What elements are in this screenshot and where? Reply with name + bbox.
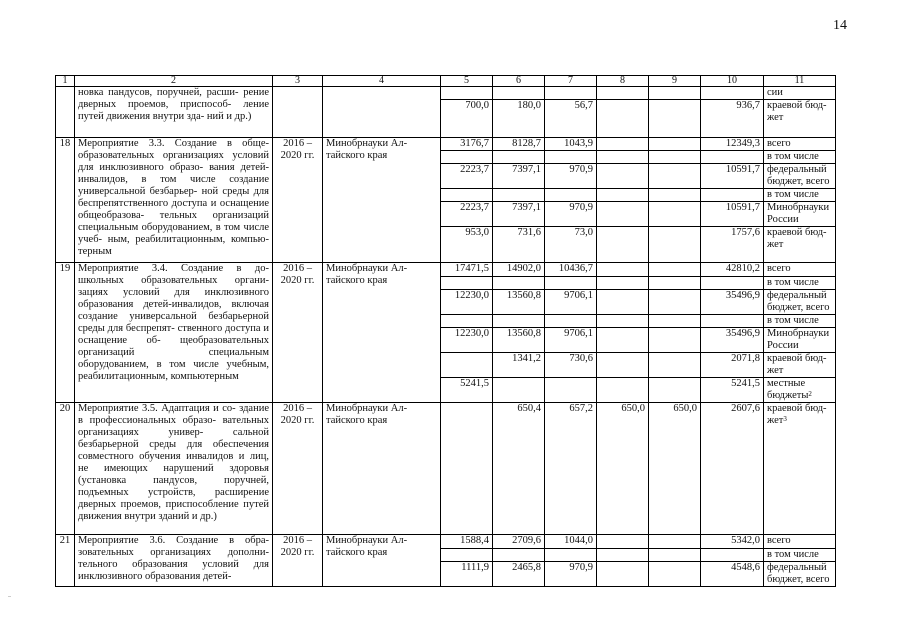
value-cell: 13560,8 [493, 328, 545, 353]
value-cell [493, 549, 545, 562]
funding-source [764, 353, 836, 378]
period-cell: 2016 – 2020 гг. [273, 263, 323, 403]
value-cell [441, 315, 493, 328]
value-cell [597, 277, 649, 290]
column-number: 2 [75, 76, 273, 87]
value-cell [597, 290, 649, 315]
column-number: 1 [56, 76, 75, 87]
value-cell [493, 378, 545, 403]
period-cell: 2016 – 2020 гг. [273, 138, 323, 263]
total-cell [701, 549, 764, 562]
column-number: 5 [441, 76, 493, 87]
column-number: 7 [545, 76, 597, 87]
total-cell: 936,7 [701, 100, 764, 138]
funding-source-label: всего [767, 138, 791, 149]
period-cell: 2016 – 2020 гг. [273, 535, 323, 587]
footnote-marker: 3 [783, 415, 787, 423]
total-cell [701, 189, 764, 202]
total-cell [701, 151, 764, 164]
value-cell [649, 263, 701, 277]
value-cell [597, 227, 649, 263]
value-cell: 12230,0 [441, 290, 493, 315]
executor-cell: Минобрнауки Ал- тайского края [323, 138, 441, 263]
value-cell: 9706,1 [545, 328, 597, 353]
value-cell [649, 562, 701, 587]
column-number: 11 [764, 76, 836, 87]
value-cell: 650,0 [649, 403, 701, 535]
value-cell [545, 151, 597, 164]
table-row [56, 403, 836, 535]
executor-cell: Минобрнауки Ал- тайского края [323, 263, 441, 403]
total-cell: 2607,6 [701, 403, 764, 535]
value-cell: 7397,1 [493, 202, 545, 227]
value-cell: 1341,2 [493, 353, 545, 378]
value-cell [441, 403, 493, 535]
value-cell [493, 151, 545, 164]
value-cell: 5241,5 [441, 378, 493, 403]
funding-source-label: краевой бюд- жет [767, 227, 827, 250]
value-cell: 700,0 [441, 100, 493, 138]
value-cell: 14902,0 [493, 263, 545, 277]
table-row [56, 535, 836, 549]
total-cell: 42810,2 [701, 263, 764, 277]
table-row [56, 87, 836, 100]
executor-cell: Минобрнауки Ал- тайского края [323, 403, 441, 535]
funding-source [764, 151, 836, 164]
value-cell [597, 378, 649, 403]
value-cell: 2709,6 [493, 535, 545, 549]
total-cell: 2071,8 [701, 353, 764, 378]
value-cell [441, 353, 493, 378]
value-cell: 2465,8 [493, 562, 545, 587]
funding-source [764, 315, 836, 328]
item-number: 19 [56, 263, 75, 403]
column-number: 6 [493, 76, 545, 87]
funding-source [764, 328, 836, 353]
item-number: 20 [56, 403, 75, 535]
value-cell: 650,0 [597, 403, 649, 535]
period-cell: 2016 – 2020 гг. [273, 403, 323, 535]
funding-source [764, 202, 836, 227]
value-cell [649, 328, 701, 353]
funding-source-label: всего [767, 263, 791, 274]
value-cell [649, 227, 701, 263]
scan-speck [8, 596, 11, 597]
funding-source [764, 277, 836, 290]
executor-cell: Минобрнауки Ал- тайского края [323, 535, 441, 587]
total-cell: 1757,6 [701, 227, 764, 263]
value-cell [649, 378, 701, 403]
funding-source-label: в том числе [767, 151, 819, 162]
table-row [56, 138, 836, 151]
column-number: 8 [597, 76, 649, 87]
funding-source: сии [764, 87, 836, 100]
value-cell: 970,9 [545, 202, 597, 227]
funding-source: краевой бюд- жет [764, 100, 836, 138]
item-number: 18 [56, 138, 75, 263]
value-cell: 7397,1 [493, 164, 545, 189]
value-cell [649, 202, 701, 227]
column-number-row [56, 76, 836, 87]
items-body [56, 138, 836, 587]
value-cell [597, 549, 649, 562]
value-cell [493, 189, 545, 202]
value-cell [597, 562, 649, 587]
funding-source-label: краевой бюд- жет [767, 403, 827, 426]
funding-source [764, 189, 836, 202]
measure-description: Мероприятие 3.5. Адаптация и со- здание в профессиональных образо- вательных организациях универ- сальной безбарьерной среды для обеспечения совместного обучения инвалидов и лиц, не имеющих нарушений здоровья (установка пандусов, поручней, подъемных устройств, расширение дверных проемов, приспособление путей движения внутри зданий и др.) [75, 403, 273, 535]
value-cell [597, 315, 649, 328]
period-cell [273, 87, 323, 138]
total-cell: 5342,0 [701, 535, 764, 549]
value-cell [649, 549, 701, 562]
funding-source-label: Минобрнауки России [767, 328, 830, 351]
value-cell: 650,4 [493, 403, 545, 535]
value-cell [597, 138, 649, 151]
value-cell: 730,6 [545, 353, 597, 378]
funding-source-label: федеральный бюджет, всего [767, 164, 830, 187]
measure-description: Мероприятие 3.3. Создание в обще- образовательных организациях условий для инклюзивного образо- вания детей-инвалидов, в том числе создание универсальной безбарьер- ной среды для беспрепятственного доступа и оснащение общеобразова- тельных организаций специальным оборудованием, в том числе учеб- ным, реабилитационным, компью- терным [75, 138, 273, 263]
funding-source [764, 535, 836, 549]
value-cell [649, 138, 701, 151]
total-cell: 12349,3 [701, 138, 764, 151]
funding-source-label: краевой бюд- жет [767, 353, 827, 376]
value-cell [597, 353, 649, 378]
value-cell: 180,0 [493, 100, 545, 138]
value-cell: 1043,9 [545, 138, 597, 151]
value-cell [545, 189, 597, 202]
value-cell [441, 151, 493, 164]
total-cell: 10591,7 [701, 164, 764, 189]
funding-source [764, 263, 836, 277]
value-cell [649, 277, 701, 290]
total-cell: 5241,5 [701, 378, 764, 403]
value-cell [441, 277, 493, 290]
funding-source [764, 290, 836, 315]
value-cell: 2223,7 [441, 164, 493, 189]
value-cell: 9706,1 [545, 290, 597, 315]
value-cell: 10436,7 [545, 263, 597, 277]
total-cell: 35496,9 [701, 290, 764, 315]
value-cell: 970,9 [545, 562, 597, 587]
value-cell [649, 535, 701, 549]
value-cell [441, 189, 493, 202]
footnote-marker: 2 [808, 390, 812, 398]
funding-source [764, 378, 836, 403]
funding-source-label: Минобрнауки России [767, 202, 830, 225]
page-number: 14 [833, 18, 847, 33]
program-measures-table [55, 75, 836, 587]
value-cell: 56,7 [545, 100, 597, 138]
funding-source [764, 549, 836, 562]
value-cell [597, 151, 649, 164]
measure-description: Мероприятие 3.6. Создание в обра- зовательных организациях дополни- тельного образования условий для инклюзивного образования детей- [75, 535, 273, 587]
value-cell [649, 151, 701, 164]
total-cell: 35496,9 [701, 328, 764, 353]
value-cell: 12230,0 [441, 328, 493, 353]
column-number: 9 [649, 76, 701, 87]
funding-source [764, 227, 836, 263]
value-cell [493, 277, 545, 290]
value-cell [649, 189, 701, 202]
value-cell: 8128,7 [493, 138, 545, 151]
funding-source-label: в том числе [767, 277, 819, 288]
total-cell: 4548,6 [701, 562, 764, 587]
value-cell [597, 189, 649, 202]
funding-source-label: в том числе [767, 315, 819, 326]
column-number: 3 [273, 76, 323, 87]
value-cell: 2223,7 [441, 202, 493, 227]
value-cell [441, 549, 493, 562]
value-cell: 3176,7 [441, 138, 493, 151]
funding-source-label: федеральный бюджет, всего [767, 290, 830, 313]
value-cell: 17471,5 [441, 263, 493, 277]
funding-source-label: в том числе [767, 189, 819, 200]
value-cell: 970,9 [545, 164, 597, 189]
value-cell [597, 164, 649, 189]
executor-cell [323, 87, 441, 138]
total-cell [701, 277, 764, 290]
item-number: 21 [56, 535, 75, 587]
total-cell: 10591,7 [701, 202, 764, 227]
measure-description: новка пандусов, поручней, расши- рение дверных проемов, приспособ- ление путей движения внутри зда- ний и др.) [75, 87, 273, 138]
value-cell: 1111,9 [441, 562, 493, 587]
funding-source-label: в том числе [767, 549, 819, 560]
value-cell: 73,0 [545, 227, 597, 263]
funding-source [764, 138, 836, 151]
value-cell: 1588,4 [441, 535, 493, 549]
value-cell [649, 164, 701, 189]
total-cell [701, 315, 764, 328]
table-row [56, 263, 836, 277]
column-number: 10 [701, 76, 764, 87]
value-cell: 657,2 [545, 403, 597, 535]
value-cell [545, 315, 597, 328]
value-cell [545, 378, 597, 403]
funding-source [764, 164, 836, 189]
value-cell [649, 353, 701, 378]
funding-source [764, 403, 836, 535]
item-number-cell [56, 87, 75, 138]
value-cell: 953,0 [441, 227, 493, 263]
funding-source-label: федеральный бюджет, всего [767, 562, 830, 585]
value-cell [597, 263, 649, 277]
value-cell [493, 315, 545, 328]
column-number: 4 [323, 76, 441, 87]
value-cell [597, 202, 649, 227]
funding-source [764, 562, 836, 587]
value-cell [597, 535, 649, 549]
value-cell: 731,6 [493, 227, 545, 263]
funding-source-label: всего [767, 535, 791, 546]
value-cell [545, 549, 597, 562]
value-cell [545, 277, 597, 290]
measure-description: Мероприятие 3.4. Создание в до- школьных образовательных органи- зациях условий для инклюзивного образования детей-инвалидов, включая создание универсальной безбарьерной среды для беспрепят- ственного доступа и оснащение об- щеобразовательных организаций специальным оборудованием, в том числе учебным, реабилитационным, компьютерным [75, 263, 273, 403]
value-cell [597, 328, 649, 353]
value-cell [649, 290, 701, 315]
value-cell [649, 315, 701, 328]
funding-source-label: местные бюджеты [767, 378, 809, 401]
value-cell: 13560,8 [493, 290, 545, 315]
value-cell: 1044,0 [545, 535, 597, 549]
